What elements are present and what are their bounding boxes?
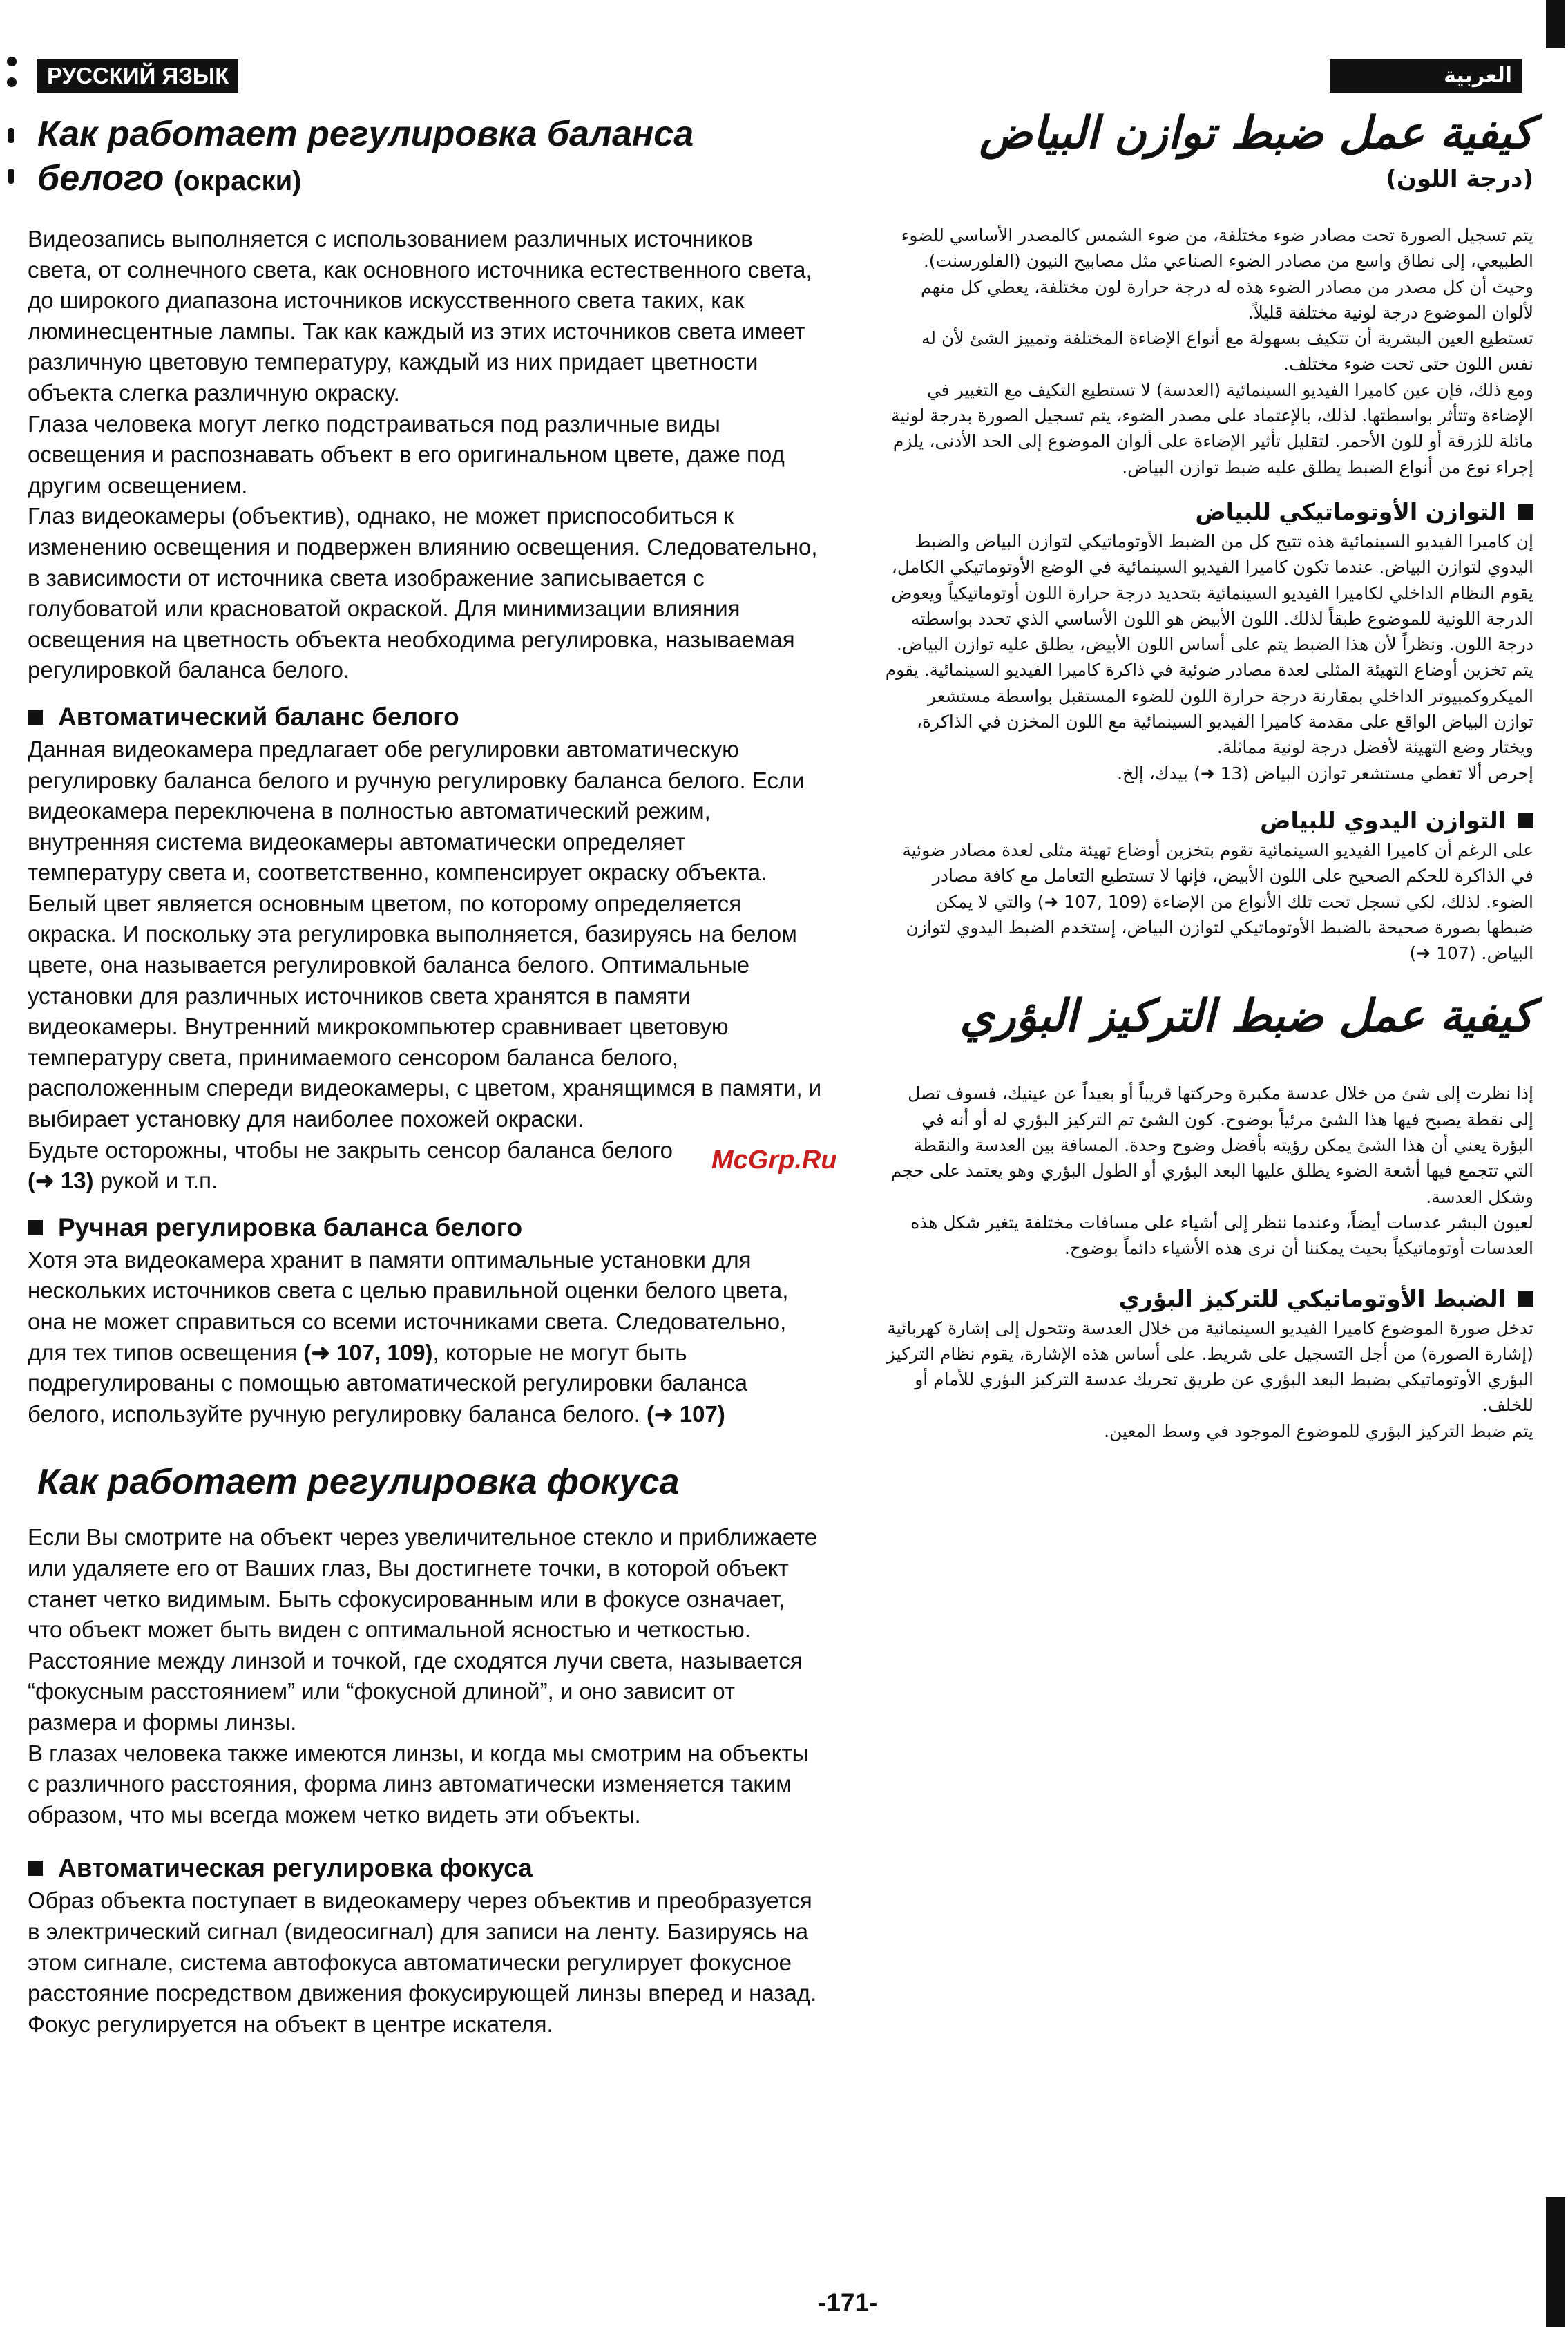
section-title-focus-ar: كيفية عمل ضبط التركيز البؤري: [959, 991, 1533, 1043]
page-reference: (➜ 107, 109): [303, 1339, 433, 1365]
margin-tick-mark: [8, 128, 14, 143]
paragraph: Глаза человека могут легко подстраиваться под различные виды освещения и распознавать объект в его оригинальном цвете, даже под другим освещением.: [28, 410, 785, 498]
section-title-white-balance: [37, 112, 822, 203]
scan-corner-mark: [6, 54, 21, 90]
subheading-auto-white-balance: Автоматический баланс белого: [28, 700, 822, 734]
paragraph: إذا نظرت إلى شئ من خلال عدسة مكبرة وحركتها قريباً أو بعيداً عن عينيك، فسوف تصل إلى نقطة يصبح فيها هذا الشئ مرئياً بوضوح. كون الشئ تم التركيز البؤري له أو أنه في البؤرة يعني أن هذا الشئ يمكن رؤيته بأفضل وضوح وحدة. المسافة بين العدسة والنقطة التي تتجمع فيها أشعة الضوء يطلق عليها البعد البؤري أو الطول البؤري وهو يعتمد على حجم وشكل العدسة.: [890, 1083, 1533, 1207]
watermark-text: McGrp.Ru: [711, 1146, 837, 1175]
square-bullet-icon: [1518, 504, 1533, 520]
title-sub: (окраски): [173, 166, 302, 196]
paragraph: إن كاميرا الفيديو السينمائية هذه تتيح كل من الضبط الأوتوماتيكي لتوازن البياض والضبط اليدوي لتوازن البياض. عندما تكون كاميرا الفيديو السينمائية في الوضع الأوتوماتيكي الكامل، يقوم النظام الداخلي لكاميرا الفيديو السينمائية بتحديد درجة حرارة اللون أوتوماتيكياً ويعوض الدرجة اللونية للموضوع طبقاً لذلك. اللون الأبيض هو اللون الأساسي الذي تحدد بواسطته درجة اللون. ونظراً لأن هذا الضبط يتم على أساس اللون الأبيض، يطلق عليه توازن البياض. يتم تخزين أوضاع التهيئة المثلى لعدة مصادر ضوئية في ذاكرة كاميرا الفيديو السينمائية. يقوم الميكروكمبيوتر الداخلي بمقارنة درجة حرارة اللون للضوء المستقبل بواسطة مستشعر توازن البياض الواقع على مقدمة كاميرا الفيديو السينمائية مع اللون المخزن في الذاكرة، ويختار وضع التهيئة لأفضل درجة لونية مماثلة.: [885, 531, 1533, 758]
square-bullet-icon: [1518, 813, 1533, 828]
margin-tick-mark: [8, 169, 14, 184]
title-line2: белого: [37, 158, 164, 198]
subheading-auto-focus: Автоматическая регулировка фокуса: [28, 1851, 822, 1886]
square-bullet-icon: [1518, 1291, 1533, 1307]
square-bullet-icon: [28, 1220, 43, 1235]
title-main: Как работает регулировка баланса: [37, 114, 694, 154]
page-number: -171-: [818, 2288, 878, 2317]
russian-column: [28, 112, 822, 2040]
paragraph: Будьте осторожны, чтобы не закрыть сенсор баланса белого (➜ 13) рукой и т.п.: [28, 1137, 673, 1194]
paragraph: Видеозапись выполняется с использованием различных источников света, от солнечного света, как основного источника естественного света, до широкого диапазона источников искусственного света таких, как люминесцентные лампы. Так как каждый из этих источников света имеет различную цветовую температуру, каждый из них придает цветности объекта слегка различную окраску.: [28, 226, 812, 406]
paragraph: Если Вы смотрите на объект через увеличительное стекло и приближаете или удаляете его от Ваших глаз, Вы достигнете точки, в которой объект станет четко видимым. Быть сфокусированным или в фокусе означает, что объект может быть виден с оптимальной ясностью и четкостью. Расстояние между линзой и точкой, где сходятся лучи света, называется “фокусным расстоянием” или “фокусной длиной”, и оно зависит от размера и формы линзы.: [28, 1524, 818, 1735]
subheading-auto-white-balance-ar: التوازن الأوتوماتيكي للبياض: [884, 495, 1533, 529]
title-sub-ar: (درجة اللون): [1386, 165, 1533, 193]
arabic-column: [884, 104, 1533, 1444]
paragraph: على الرغم أن كاميرا الفيديو السينمائية تقوم بتخزين أوضاع تهيئة مثلى لعدة مصادر ضوئية في الذاكرة للحكم الصحيح على اللون الأبيض، فإنها لا تستطيع التعامل مع كافة مصادر الضوء. لذلك، لكي تسجل تحت تلك الأنواع من الإضاءة (109 ,107 ➜) والتي لا يمكن ضبطها بصورة صحيحة بالضبط الأوتوماتيكي لتوازن البياض، إستخدم الضبط اليدوي لتوازن البياض. (107 ➜): [902, 839, 1533, 964]
section-title-white-balance-ar: كيفية عمل ضبط توازن البياض: [979, 108, 1533, 159]
subheading-manual-white-balance: Ручная регулировка баланса белого: [28, 1210, 822, 1245]
language-badge-arabic: العربية: [1330, 59, 1522, 93]
square-bullet-icon: [28, 1861, 43, 1876]
paragraph: يتم تسجيل الصورة تحت مصادر ضوء مختلفة، من ضوء الشمس كالمصدر الأساسي للضوء الطبيعي، إلى نطاق واسع من مصادر الضوء الصناعي مثل مصابيح النيون (الفلورسنت). وحيث أن كل مصدر من مصادر الضوء هذه له درجة حرارة لون مختلفة، يعطي كل منهم لألوان الموضوع درجة لونية مختلفة قليلاً.: [901, 225, 1533, 323]
scan-edge-mark: [1546, 2197, 1565, 2327]
paragraph: Глаз видеокамеры (объектив), однако, не может приспособиться к изменению освещения и подвержен влиянию освещения. Следовательно, в зависимости от источника света изображение записывается с голубоватой или красноватой окраской. Для минимизации влияния освещения на цветность объекта необходима регулировка, называемая регулировкой баланса белого.: [28, 503, 818, 683]
paragraph: В глазах человека также имеются линзы, и когда мы смотрим на объекты с различного расстояния, форма линз автоматически изменяется таким образом, что мы всегда можем четко видеть эти объекты.: [28, 1740, 809, 1827]
language-badge-russian: РУССКИЙ ЯЗЫК: [37, 59, 238, 93]
paragraph: ومع ذلك، فإن عين كاميرا الفيديو السينمائية (العدسة) لا تستطيع التكيف مع التغيير في الإضاءة وتتأثر بواسطتها. لذلك، بالإعتماد على مصدر الضوء، يتم تسجيل الصورة بدرجة لونية مائلة للزرقة أو للون الأحمر. لتقليل تأثير الإضاءة على ألوان الموضوع إلى الحد الأدنى، يلزم إجراء نوع من أنواع الضبط يطلق عليه ضبط توازن البياض.: [890, 379, 1533, 477]
scan-edge-mark: [1546, 0, 1565, 48]
paragraph: لعيون البشر عدسات أيضاً، وعندما ننظر إلى أشياء على مسافات مختلفة يتغير شكل هذه العدسات أوتوماتيكياً بحيث يمكننا أن نرى هذه الأشياء دائماً بوضوح.: [910, 1212, 1533, 1259]
page-reference: (➜ 107): [646, 1400, 725, 1427]
section-title-focus: Как работает регулировка фокуса: [37, 1462, 680, 1503]
page-reference: (➜ 13): [28, 1168, 94, 1194]
paragraph: إحرص ألا تغطي مستشعر توازن البياض (13 ➜) بيدك، إلخ.: [1117, 763, 1533, 783]
paragraph: Данная видеокамера предлагает обе регулировки автоматическую регулировку баланса белого и ручную регулировку баланса белого. Если видеокамера переключена в полностью автоматический режим, внутренняя система видеокамеры автоматически определяет температуру света и, соответственно, компенсирует окраску объекта. Белый цвет является основным цветом, по которому определяется окраска. И поскольку эта регулировка выполняется, базируясь на белом цвете, она называется регулировкой баланса белого. Оптимальные установки для различных источников света хранятся в памяти видеокамеры. Внутренний микрокомпьютер сравнивает цветовую температуру света, принимаемого сенсором баланса белого, расположенным спереди видеокамеры, с цветом, хранящимся в памяти, и выбирает установку для наиболее похожей окраски.: [28, 736, 822, 1132]
paragraph: Образ объекта поступает в видеокамеру через объектив и преобразуется в электрический сигнал (видеосигнал) для записи на ленту. Базируясь на этом сигнале, система автофокуса автоматически регулирует фокусное расстояние посредством движения фокусирующей линзы вперед и назад. Фокус регулируется на объект в центре искателя.: [28, 1888, 817, 2037]
paragraph: Хотя эта видеокамера хранит в памяти оптимальные установки для нескольких источников света с целью правильной оценки белого цвета, она не может справиться со всеми источниками света. Следовательно, для тех типов освещения (➜ 107, 109), которые не могут быть подрегулированы с помощью автоматической регулировки баланса белого, используйте ручную регулировку баланса белого. (➜ 107): [28, 1246, 789, 1427]
paragraph: يتم ضبط التركيز البؤري للموضوع الموجود في وسط المعين.: [1104, 1421, 1533, 1441]
square-bullet-icon: [28, 710, 43, 725]
subheading-manual-white-balance-ar: التوازن اليدوي للبياض: [884, 804, 1533, 837]
subheading-auto-focus-ar: الضبط الأوتوماتيكي للتركيز البؤري: [884, 1282, 1533, 1316]
paragraph: تستطيع العين البشرية أن تتكيف بسهولة مع أنواع الإضاءة المختلفة وتمييز الشئ لأن له نفس اللون حتى تحت ضوء مختلف.: [921, 328, 1533, 374]
paragraph: تدخل صورة الموضوع كاميرا الفيديو السينمائية من خلال العدسة وتتحول إلى إشارة كهربائية (إشارة الصورة) من أجل التسجيل على شريط. على أساس هذه الإشارة، يقوم نظام التركيز البؤري الأوتوماتيكي بضبط البعد البؤري عن طريق تحريك عدسة التركيز البؤري للأمام أو للخلف.: [886, 1318, 1533, 1416]
